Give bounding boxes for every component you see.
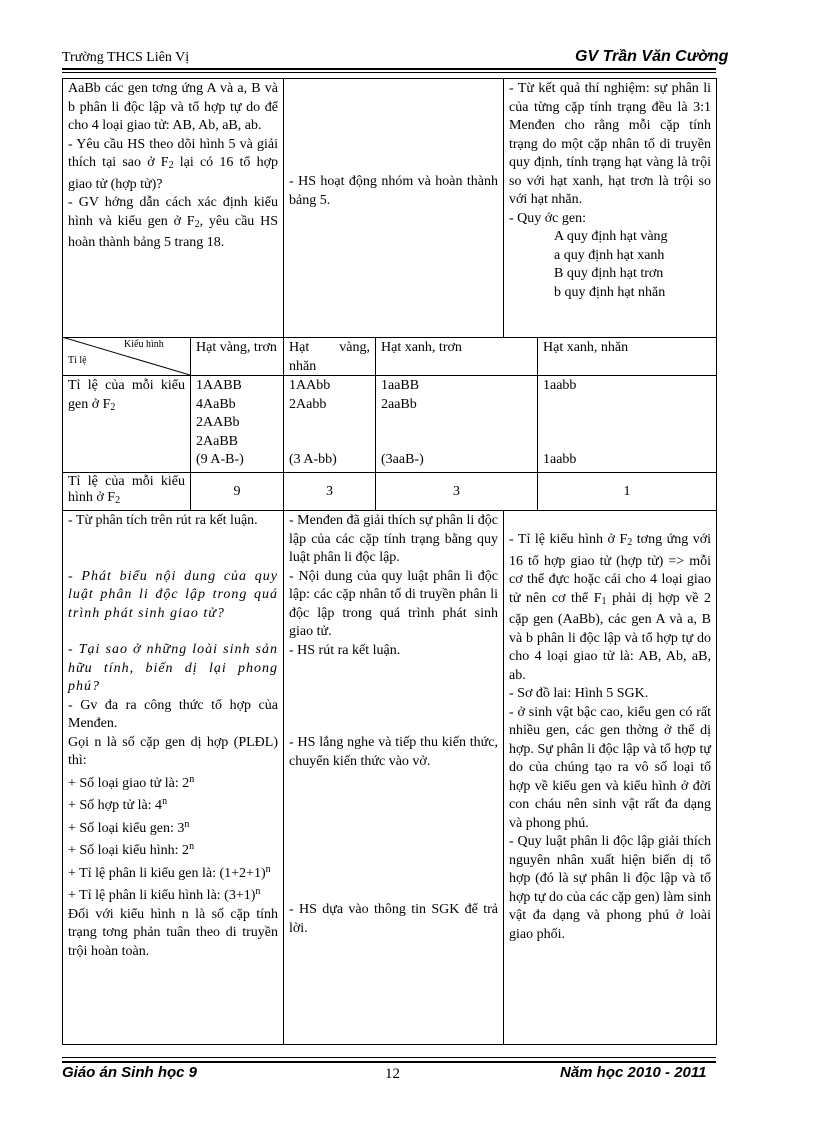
gen-col-2: 1AAbb 2Aabb (3 A-bb): [289, 378, 337, 467]
row3-teacher-activity: - Từ phân tích trên rút ra kết luận. - Phát biểu nội dung của quy luật phân li độc lập trong quá trình phát sinh giao tử? - Tại sao ở những loài sinh sản hữu tính, biến dị lại phong phú? - Gv đa ra công thức tổ hợp của Menđen. Gọi n là số cặp gen dị hợp (PLĐL) thì: + Số loại giao tử là: 2$^n$ + Số hợp tử là: 4$^n$ + Số loại kiểu gen: 3$^n$ + Số loại kiểu hình: 2$^n$ + Tỉ lệ phân li kiểu gen là: $(1+2+1)^n$ + Tỉ lệ phân li kiểu hình là: $(3+1)^n$ Đối với kiểu hình n là số cặp tính trạng tơng phản tuân theo di truyền trội hoàn toàn.: [68, 513, 278, 959]
diag-label-kieu-hinh: Kiểu hình: [124, 339, 164, 350]
kh-value-2: 3: [326, 484, 333, 499]
gen-col-1: 1AABB 4AaBb 2AABb 2AaBB (9 A-B-): [196, 378, 244, 467]
header-teacher: GV Trần Văn Cường: [575, 48, 729, 65]
header-xanh-nhan: Hạt xanh, nhăn: [543, 340, 629, 355]
row1-student-activity: - HS hoạt động nhóm và hoàn thành bảng 5.: [289, 174, 498, 208]
kh-ratio-label: Tỉ lệ của mỗi kiểu hình ở $F_2$: [68, 474, 185, 506]
footer-year: Năm học 2010 - 2011: [560, 1064, 707, 1081]
header-vang-nhan: Hạt vàng, nhăn: [289, 340, 370, 374]
diagonal-header: [62, 337, 190, 375]
gen-col-4: 1aabb 1aabb: [543, 378, 577, 467]
header-rule-thin: [62, 72, 716, 73]
diag-label-ti-le: Tỉ lệ: [68, 355, 87, 366]
kh-value-3: 3: [453, 484, 460, 499]
header-rule: [62, 68, 716, 70]
row3-student-activity: - Menđen đã giải thích sự phân li độc lập của các cặp tính trạng bằng quy luật phân li độc lập. - Nội dung của quy luật phân li độc lập: các cặp nhân tố di truyền phân li độc lập trong quá trình phát sinh giao tử. - HS rút ra kết luận. - HS lắng nghe và tiếp thu kiến thức, chuyển kiến thức vào vở. - HS dựa vào thông tin SGK để trả lời.: [289, 513, 498, 936]
row1-content: - Từ kết quả thí nghiệm: sự phân li của từng cặp tính trạng đều là 3:1 Menđen cho rằng mỗi cặp tính trạng do một cặp nhân tố di truyền quy định, tính trạng hạt vàng là trội so với hạt xanh, hạt trơn là trội so với hạt nhăn. - Quy ớc gen: A quy định hạt vàng a quy định hạt xanh B quy định hạt trơn b quy định hạt nhăn: [509, 81, 711, 300]
kh-value-1: 9: [233, 484, 241, 499]
header-xanh-tron: Hạt xanh, trơn: [381, 340, 462, 355]
gen-col-3: 1aaBB 2aaBb (3aaB-): [381, 378, 424, 467]
footer-title: Giáo án Sinh học 9: [62, 1064, 198, 1081]
row1-teacher-activity: AaBb các gen tơng ứng A và a, B và b phân li độc lập và tổ hợp tự do để cho 4 loại giao tử: AB, Ab, aB, ab. - Yêu cầu HS theo dõi hình 5 và giải thích tại sao ở $F_2$ lại có 16 tổ hợp giao tử (hợp tử)? - GV hớng dẫn cách xác định kiểu hình và kiểu gen ở $F_2$, yêu cầu HS hoàn thành bảng 5 trang 18.: [68, 81, 279, 250]
header-school: Trường THCS Liên Vị: [62, 50, 190, 65]
kh-value-4: 1: [623, 484, 631, 499]
gen-ratio-label: Tỉ lệ của mỗi kiểu gen ở $F_2$: [68, 378, 185, 413]
footer-rule: [62, 1061, 716, 1063]
row3-content: - Tỉ lệ kiểu hình ở $F_2$ tơng ứng với 16 tổ hợp giao tử (hợp tử) => mỗi cơ thể đực hoặc cái cho 4 loại giao tử nên cơ thể $F_1$ phải dị hợp về 2 cặp gen (AaBb), các gen A và a, B và b phân li độc lập và tổ hợp tự do cho 4 loại giao tử là: AB, Ab, aB, ab. - Sơ đồ lai: Hình 5 SGK. - ở sinh vật bậc cao, kiểu gen có rất nhiều gen, các gen thờng ở thể dị hợp. Sự phân li độc lập và tổ hợp tự do của chúng tạo ra vô số loại tổ hợp về kiểu gen và kiểu hình ở đời con cháu nên sinh vật rất đa dạng và phong phú. - Quy luật phân li độc lập giải thích nguyên nhân xuất hiện biến dị tổ hợp (đó là sự phân li độc lập và tổ hợp tự do của các cặp gen) làm sinh vật đa dạng và phong phú ở loài giao phối.: [509, 532, 712, 942]
footer-rule-thin: [62, 1057, 716, 1058]
header-vang-tron: Hạt vàng, trơn: [196, 340, 277, 355]
page-number: 12: [385, 1066, 400, 1082]
